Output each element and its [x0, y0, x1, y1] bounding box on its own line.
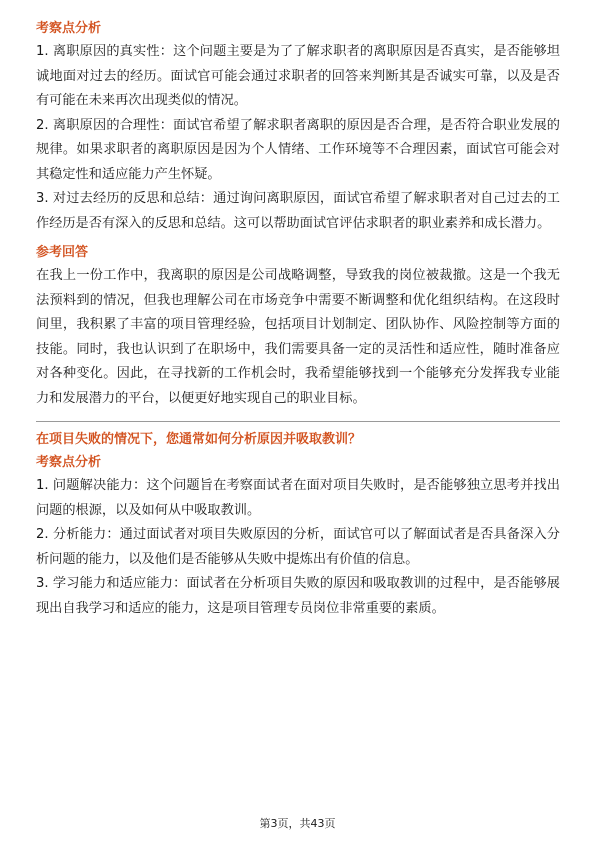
analysis-point: 3. 学习能力和适应能力：面试者在分析项目失败的原因和吸取教训的过程中，是否能够展现出自我学习和适应的能力，这是项目管理专员岗位非常重要的素质。 — [36, 576, 560, 616]
analysis-heading: 考察点分析 — [36, 455, 102, 470]
question-divider — [36, 421, 560, 422]
question-title: 在项目失败的情况下，您通常如何分析原因并吸取教训？ — [36, 432, 362, 447]
analysis-heading: 考察点分析 — [36, 21, 102, 36]
analysis-point: 2. 分析能力：通过面试者对项目失败原因的分析，面试官可以了解面试者是否具备深入分析问题的能力，以及他们是否能够从失败中提炼出有价值的信息。 — [36, 527, 560, 567]
page-content — [36, 18, 560, 621]
page-number: 第3页，共43页 — [259, 817, 336, 830]
reference-answer-text: 在我上一份工作中，我离职的原因是公司战略调整，导致我的岗位被裁撤。这是一个我无法预料到的情况，但我也理解公司在市场竞争中需要不断调整和优化组织结构。在这段时间里，我积累了丰富的项目管理经验，包括项目计划制定、团队协作、风险控制等方面的技能。同时，我也认识到了在职场中，我们需要具备一定的灵活性和适应性，随时准备应对各种变化。因此，在寻找新的工作机会时，我希望能够找到一个能够充分发挥我专业能力和发展潜力的平台，以便更好地实现自己的职业目标。 — [36, 268, 560, 406]
reference-answer-heading: 参考回答 — [36, 245, 89, 260]
analysis-point: 1. 离职原因的真实性：这个问题主要是为了了解求职者的离职原因是否真实，是否能够坦诚地面对过去的经历。面试官可能会通过求职者的回答来判断其是否诚实可靠，以及是否有可能在未来再次出现类似的情况。 — [36, 44, 560, 108]
analysis-point: 1. 问题解决能力：这个问题旨在考察面试者在面对项目失败时，是否能够独立思考并找出问题的根源，以及如何从中吸取教训。 — [36, 478, 560, 518]
analysis-point: 2. 离职原因的合理性：面试官希望了解求职者离职的原因是否合理，是否符合职业发展的规律。如果求职者的离职原因是因为个人情绪、工作环境等不合理因素，面试官可能会对其稳定性和适应能力产生怀疑。 — [36, 117, 560, 182]
analysis-point: 3. 对过去经历的反思和总结：通过询问离职原因，面试官希望了解求职者对自己过去的工作经历是否有深入的反思和总结。这可以帮助面试官评估求职者的职业素养和成长潜力。 — [36, 191, 560, 231]
